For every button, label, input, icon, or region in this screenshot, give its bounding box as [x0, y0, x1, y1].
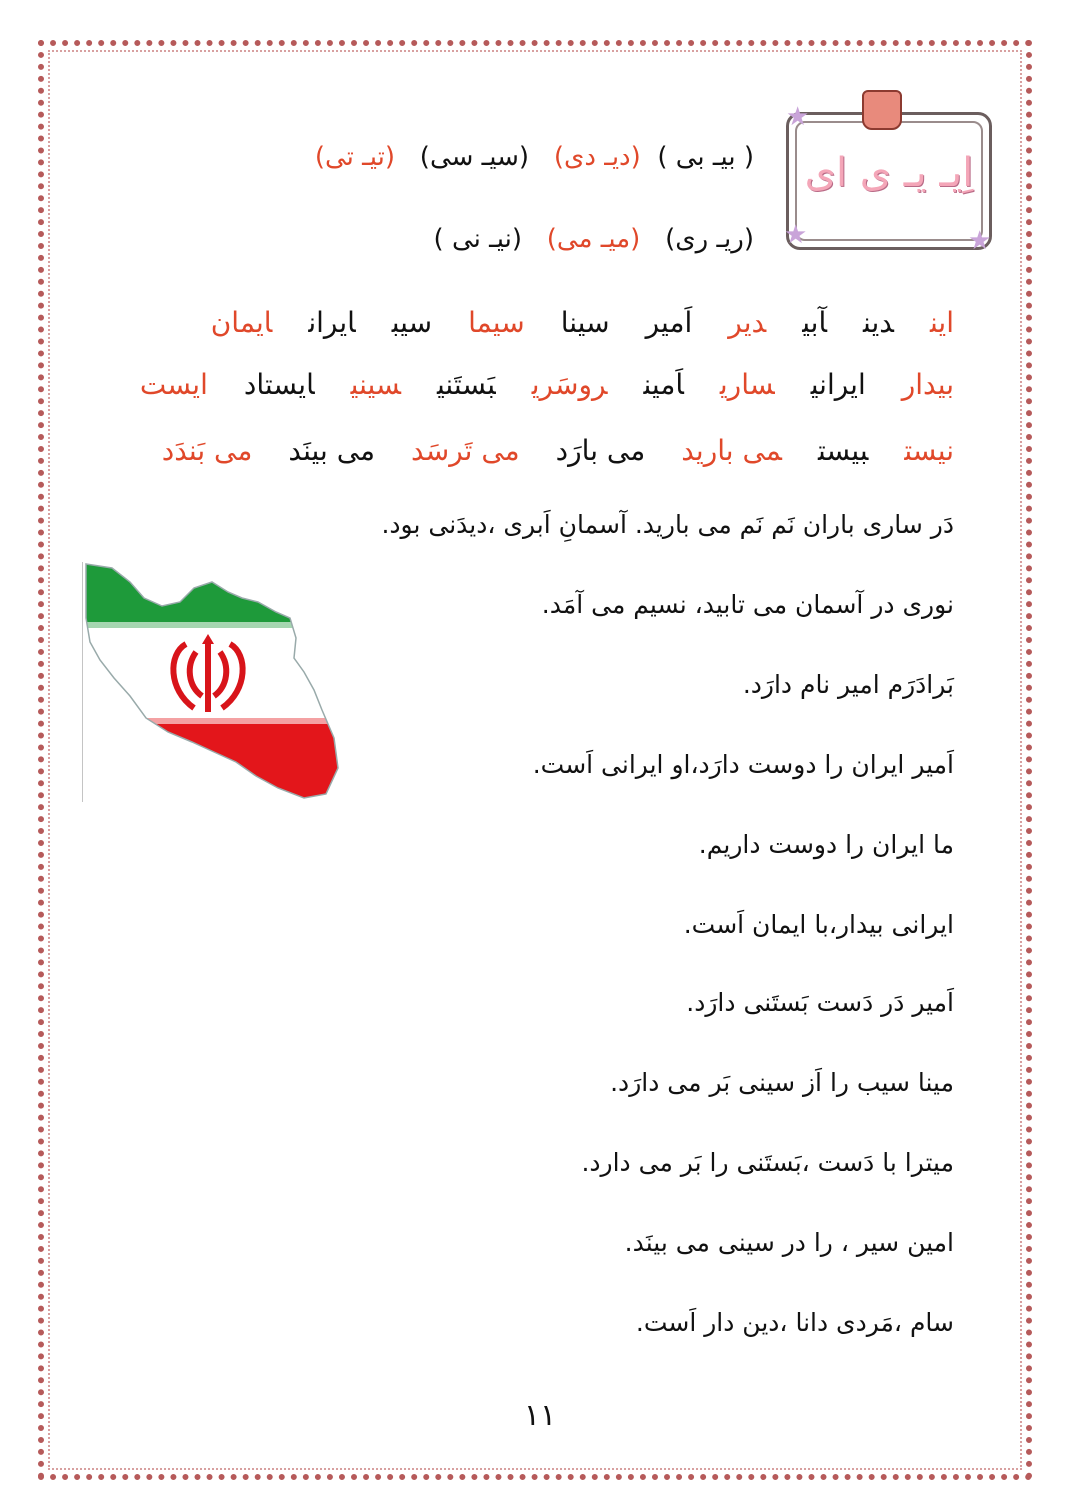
practice-word: بیدار	[901, 368, 954, 401]
practice-word: بیست	[818, 434, 869, 467]
practice-word: ایران	[308, 306, 356, 339]
syllable-row-1	[315, 142, 754, 172]
practice-word: ایستاد	[243, 368, 315, 401]
reading-sentence: میترا با دَست ،بَستَنی را بَر می دارد.	[581, 1148, 954, 1177]
reading-sentence: سام ،مَردی دانا ،دین دار اَست.	[635, 1308, 954, 1337]
syllable-group: (ریـ ری)	[665, 224, 754, 254]
syllable-row-2	[434, 224, 754, 254]
word-row-1	[175, 306, 954, 339]
syllable-group: (تیـ تی)	[314, 142, 395, 172]
paper-clip-icon	[862, 90, 902, 130]
syllable-group: (دیـ دی)	[553, 142, 641, 172]
practice-word: می بارید	[681, 434, 782, 467]
reading-sentence: ایرانی بیدار،با ایمان اَست.	[683, 910, 954, 939]
lesson-title: اِیـ یـ ی ای	[804, 150, 974, 196]
practice-word: ساری	[719, 368, 775, 401]
reading-sentence: ما ایران را دوست داریم.	[698, 830, 954, 859]
practice-word: ایست	[139, 368, 208, 401]
reading-sentence: نوری در آسمان می تابید، نسیم می آمَد.	[541, 590, 954, 619]
practice-word: می بارَد	[555, 434, 646, 467]
star-icon: ★	[784, 220, 808, 250]
syllable-group: (میـ می)	[546, 224, 641, 254]
practice-word: می بَندَد	[161, 434, 253, 467]
practice-word: سینا	[560, 306, 610, 339]
star-icon: ★	[968, 226, 992, 256]
star-icon: ★	[786, 102, 810, 132]
practice-word: نیست	[904, 434, 954, 467]
practice-word: آبی	[802, 306, 828, 339]
practice-word: روسَری	[531, 368, 608, 401]
practice-word: می بینَد	[288, 434, 376, 467]
iran-flag-map-icon	[82, 562, 340, 802]
page-number: ۱۱	[523, 1398, 557, 1433]
practice-word: ایمان	[210, 306, 273, 339]
reading-sentence: بَرادَرَم امیر نام دارَد.	[742, 670, 954, 699]
practice-word: سیب	[391, 306, 433, 339]
reading-sentence: دَر ساری باران نَم نَم می بارید. آسمانِ اَبری ،دیدَنی بود.	[381, 510, 954, 539]
syllable-group: ( بیـ بی )	[657, 142, 754, 172]
syllable-group: (نیـ نی )	[433, 224, 522, 254]
word-row-3	[126, 434, 954, 467]
practice-word: سیما	[468, 306, 525, 339]
practice-word: دین	[863, 306, 894, 339]
practice-word: بَستَنی	[436, 368, 496, 401]
practice-word: این	[929, 306, 954, 339]
practice-word: دیر	[728, 306, 767, 339]
reading-sentence: اَمیر دَر دَست بَستَنی دارَد.	[686, 988, 954, 1017]
practice-word: اَمین	[643, 368, 684, 401]
practice-word: ایرانی	[810, 368, 866, 401]
syllable-group: (سیـ سی)	[419, 142, 530, 172]
reading-sentence: مینا سیب را اَز سینی بَر می دارَد.	[610, 1068, 954, 1097]
reading-sentence: اَمیر ایران را دوست دارَد،او ایرانی اَست.	[532, 750, 954, 779]
practice-word: اَمیر	[645, 306, 693, 339]
reading-sentence: امین سیر ، را در سینی می بینَد.	[624, 1228, 954, 1257]
word-row-2	[104, 368, 954, 401]
practice-word: سینی	[350, 368, 401, 401]
practice-word: می تَرسَد	[411, 434, 520, 467]
